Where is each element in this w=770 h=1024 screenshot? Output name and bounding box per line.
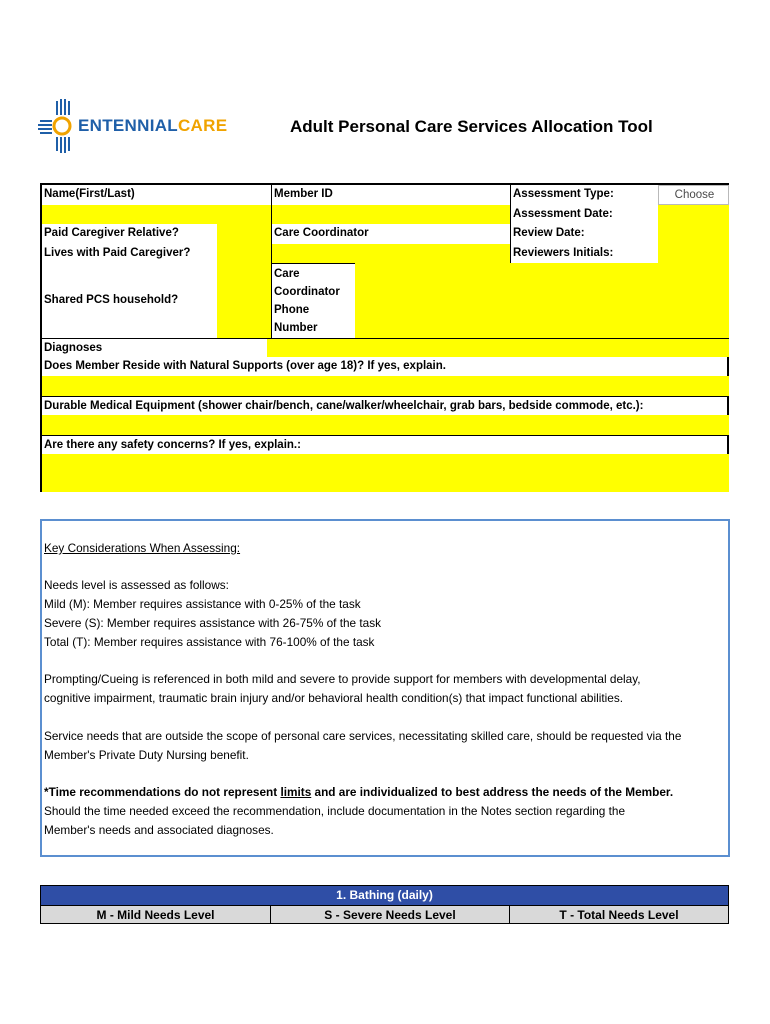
review-date-label: Review Date:	[510, 224, 658, 244]
bathing-mild-header: M - Mild Needs Level	[41, 905, 270, 923]
logo-wordmark: ENTENNIALCARE	[78, 116, 228, 135]
document-title: Adult Personal Care Services Allocation Tool	[290, 117, 653, 136]
cc-phone-label	[271, 263, 355, 338]
assessment-type-label: Assessment Type:	[510, 185, 658, 205]
shared-pcs-field[interactable]	[217, 263, 271, 338]
key-heading: Key Considerations When Assessing:	[44, 541, 241, 555]
prompting-text: Prompting/Cueing is referenced in both mild and severe to provide support for members with developmental delay,	[44, 672, 641, 686]
natural-supports-field[interactable]	[42, 376, 729, 396]
zia-sun-icon	[38, 98, 80, 156]
paid-relative-label: Paid Caregiver Relative?	[44, 227, 179, 239]
total-definition: Total (T): Member requires assistance with 76-100% of the task	[44, 635, 375, 649]
cc-phone-label-line: Number	[274, 322, 318, 334]
time-exceed-text: Member's needs and associated diagnoses.	[44, 823, 274, 837]
cc-phone-field[interactable]	[355, 263, 729, 338]
safety-label: Are there any safety concerns? If yes, explain.:	[42, 435, 729, 454]
name-label: Name(First/Last)	[44, 188, 135, 200]
assessment-type-select[interactable]: Choose	[658, 185, 729, 205]
member-info-form	[40, 183, 729, 492]
mild-definition: Mild (M): Member requires assistance with 0-25% of the task	[44, 597, 361, 611]
bathing-table	[40, 885, 729, 924]
bathing-severe-header: S - Severe Needs Level	[270, 905, 509, 923]
dme-label: Durable Medical Equipment (shower chair/bench, cane/walker/wheelchair, grab bars, bedside commode, etc.):	[42, 396, 729, 415]
safety-field[interactable]	[42, 454, 729, 492]
bathing-total-header: T - Total Needs Level	[509, 905, 728, 923]
review-date-field[interactable]	[658, 224, 729, 244]
shared-pcs-label: Shared PCS household?	[44, 294, 179, 306]
centennial-care-logo	[38, 98, 238, 156]
dme-field[interactable]	[42, 415, 729, 435]
cc-phone-label-line: Phone	[274, 304, 310, 316]
severe-definition: Severe (S): Member requires assistance with 26-75% of the task	[44, 616, 382, 630]
member-id-label: Member ID	[271, 185, 510, 205]
diagnoses-row[interactable]	[42, 338, 729, 357]
member-id-field[interactable]	[271, 205, 510, 224]
natural-supports-label: Does Member Reside with Natural Supports (over age 18)? If yes, explain.	[44, 360, 446, 372]
assessment-date-label: Assessment Date:	[510, 205, 658, 224]
name-field[interactable]	[42, 205, 271, 224]
cc-phone-label-line: Coordinator	[274, 286, 340, 298]
cc-phone-label-line: Care	[274, 268, 300, 280]
lives-with-label: Lives with Paid Caregiver?	[44, 247, 191, 259]
reviewer-initials-label: Reviewers Initials:	[510, 244, 658, 263]
care-coordinator-label: Care Coordinator	[271, 224, 510, 244]
bathing-title: 1. Bathing (daily)	[41, 886, 728, 905]
service-needs-text: Member's Private Duty Nursing benefit.	[44, 748, 249, 762]
diagnoses-label: Diagnoses	[44, 342, 103, 354]
time-exceed-text: Should the time needed exceed the recommendation, include documentation in the Notes section regarding the	[44, 804, 626, 818]
needs-intro: Needs level is assessed as follows:	[44, 578, 229, 592]
lives-with-field[interactable]	[217, 244, 271, 263]
care-coordinator-field[interactable]	[271, 244, 510, 263]
time-recommendation-note: *Time recommendations do not represent limits and are individualized to best address the needs of the Member.	[44, 785, 674, 799]
paid-relative-field[interactable]	[217, 224, 271, 244]
service-needs-text: Service needs that are outside the scope of personal care services, necessitating skilled care, should be requested via the	[44, 729, 682, 743]
key-considerations-box	[40, 519, 730, 857]
assessment-date-field[interactable]	[658, 205, 729, 224]
reviewer-initials-field[interactable]	[658, 244, 729, 263]
prompting-text: cognitive impairment, traumatic brain injury and/or behavioral health condition(s) that impact functional abilities.	[44, 691, 623, 705]
